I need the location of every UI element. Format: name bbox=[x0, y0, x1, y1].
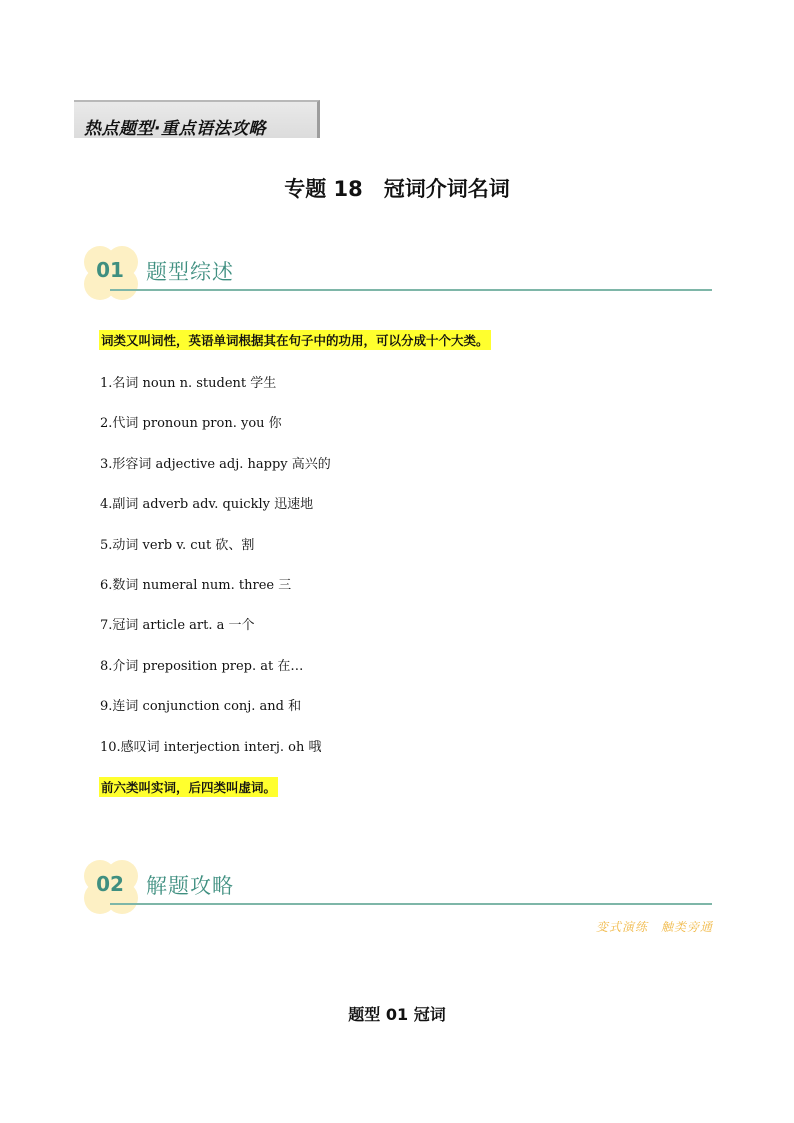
word-class-item: 8.介词 preposition prep. at 在… bbox=[100, 659, 304, 674]
section-number: 02 bbox=[96, 872, 124, 896]
summary-highlight: 前六类叫实词，后四类叫虚词。 bbox=[99, 777, 278, 797]
word-class-item: 10.感叹词 interjection interj. oh 哦 bbox=[100, 740, 322, 755]
header-tab bbox=[74, 100, 320, 138]
section-title: 题型综述 bbox=[146, 260, 234, 284]
type-heading: 题型 01 冠词 bbox=[348, 1005, 446, 1024]
section-header-overview bbox=[82, 244, 712, 304]
section-divider bbox=[110, 903, 712, 905]
word-class-item: 7.冠词 article art. a 一个 bbox=[100, 618, 255, 633]
slogan: 变式演练 触类旁通 bbox=[596, 920, 714, 934]
word-class-item: 9.连词 conjunction conj. and 和 bbox=[100, 699, 302, 714]
word-class-item: 3.形容词 adjective adj. happy 高兴的 bbox=[100, 457, 331, 472]
word-class-item: 2.代词 pronoun pron. you 你 bbox=[100, 416, 282, 431]
word-class-item: 1.名词 noun n. student 学生 bbox=[100, 376, 277, 391]
section-title: 解题攻略 bbox=[146, 874, 234, 898]
section-number: 01 bbox=[96, 258, 124, 282]
word-class-item: 4.副词 adverb adv. quickly 迅速地 bbox=[100, 497, 314, 512]
document-title: 专题 18 冠词介词名词 bbox=[284, 177, 510, 201]
word-class-item: 6.数词 numeral num. three 三 bbox=[100, 578, 292, 593]
intro-highlight: 词类又叫词性，英语单词根据其在句子中的功用，可以分成十个大类。 bbox=[99, 330, 491, 350]
header-tab-label: 热点题型·重点语法攻略 bbox=[84, 119, 266, 139]
section-header-strategy bbox=[82, 858, 712, 918]
section-divider bbox=[110, 289, 712, 291]
word-class-item: 5.动词 verb v. cut 砍、割 bbox=[100, 538, 255, 553]
